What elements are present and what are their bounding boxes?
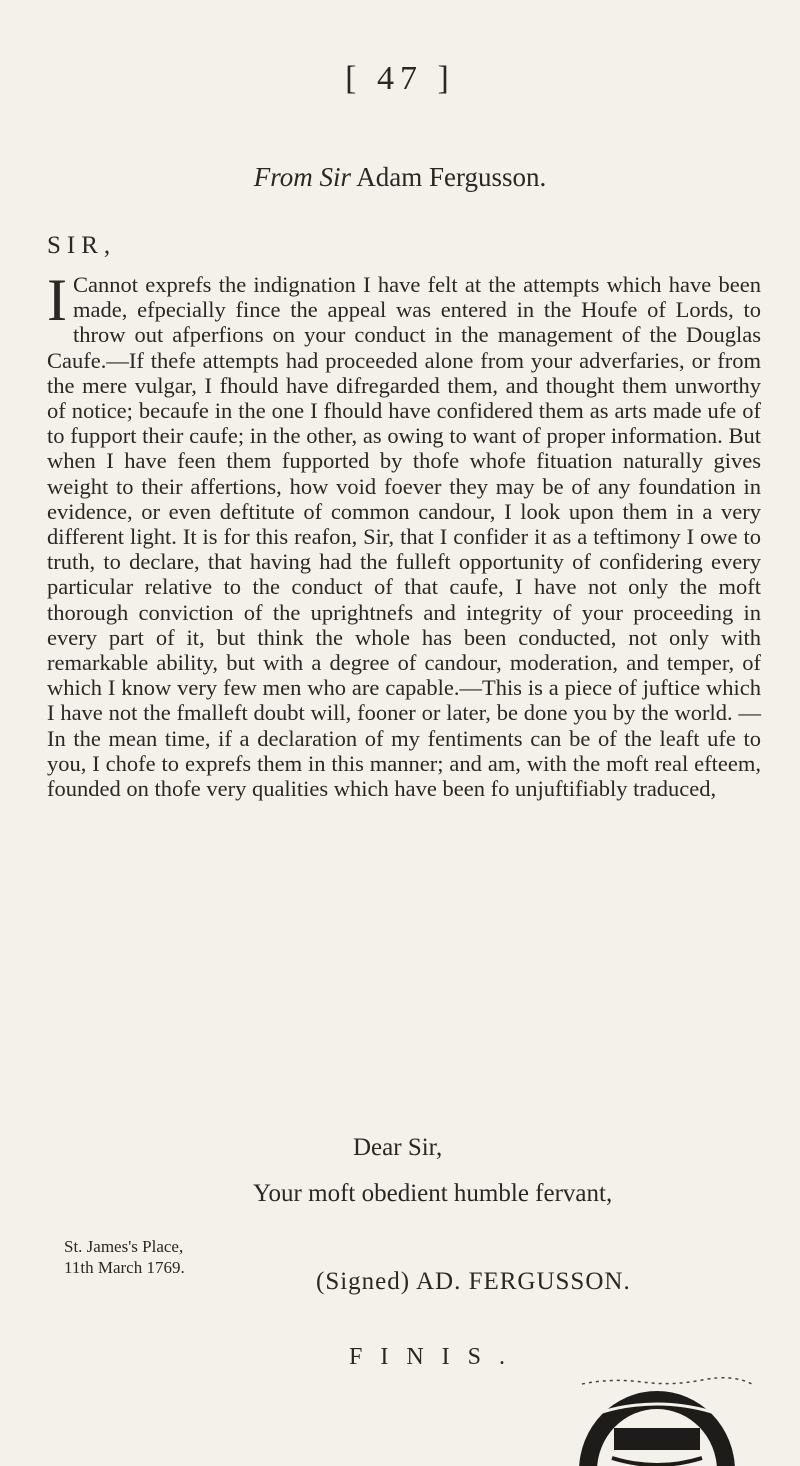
signature: (Signed) AD. FERGUSSON. <box>316 1268 631 1295</box>
drop-cap: I <box>47 267 67 333</box>
page-number: [ 47 ] <box>345 60 455 97</box>
heading-prefix: From Sir <box>253 162 351 192</box>
ornament-graphic <box>552 1376 762 1466</box>
letter-body <box>47 267 761 802</box>
place-line: St. James's Place, <box>64 1237 184 1256</box>
closing-salutation: Dear Sir, <box>353 1134 443 1161</box>
finis-label: FINIS. <box>349 1344 524 1370</box>
woodcut-ornament-icon <box>552 1376 762 1466</box>
heading-name: Adam Fergusson. <box>356 162 547 192</box>
letter-body-text: Cannot exprefs the indignation I have felt at the attempts which have been made, efpecially fince the appeal was entered in the Houfe of Lords, to throw out afperfions on your conduct in the management of the Douglas Caufe.—If thefe attempts had proceeded alone from your adverfaries, or from the mere vulgar, I fhould have difregarded them, and thought them unworthy of notice; becaufe in the one I fhould have confidered them as arts made ufe of to fupport their caufe; in the other, as owing to want of proper information. But when I have feen them fupported by thofe whofe fituation naturally gives weight to their affertions, how void foever they may be of any foundation in evidence, or even deftitute of common candour, I look upon them in a very different light. It is for this reafon, Sir, that I confider it as a teftimony I owe to truth, to declare, that having had the fulleft opportunity of confidering every particular relative to the conduct of that caufe, I have not only the moft thorough conviction of the uprightnefs and integrity of your proceeding in every part of it, but think the whole has been conducted, not only with remarkable ability, but with a degree of candour, moderation, and temper, of which I know very few men who are capable.—This is a piece of juftice which I have not the fmalleft doubt will, fooner or later, be done you by the world. —In the mean time, if a declaration of my fentiments can be of the leaft ufe to you, I chofe to exprefs them in this manner; and am, with the moft real efteem, founded on thofe very qualities which have been fo unjuftifiably traduced, <box>47 272 761 802</box>
closing-valediction: Your moft obedient humble fervant, <box>253 1180 613 1207</box>
date-line: 11th March 1769. <box>64 1258 185 1277</box>
salutation: SIR, <box>47 232 117 259</box>
letter-heading <box>0 162 800 193</box>
place-and-date <box>64 1236 185 1278</box>
